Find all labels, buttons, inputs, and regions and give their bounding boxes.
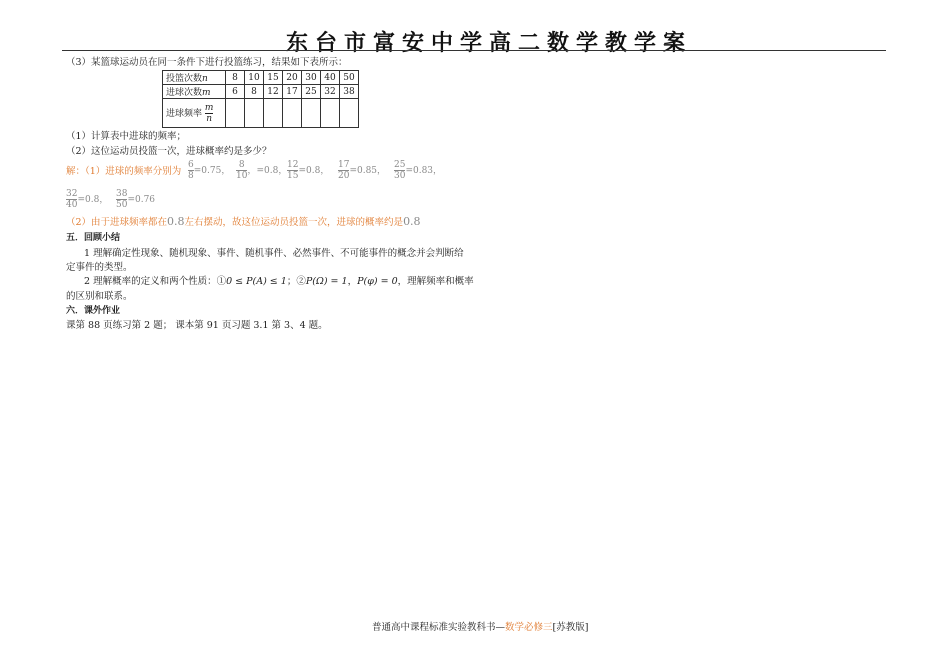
header-rule (62, 50, 886, 51)
table-row-goals (163, 85, 359, 99)
question-1: （1）计算表中进球的频率； (66, 131, 187, 142)
frequency-2: $\frac{8}{10}$ ，=0.8， (236, 160, 288, 181)
table-row-attempts (163, 71, 359, 85)
table-cell (283, 99, 302, 128)
table-cell (340, 99, 359, 128)
table-cell: 40 (321, 71, 340, 85)
frequency-6: $\frac{32}{40}$ =0.8， (66, 189, 109, 210)
frequency-3: $\frac{12}{15}$ =0.8， (287, 160, 330, 181)
frequency-5: $\frac{25}{30}$ =0.83， (394, 160, 443, 181)
review-p1-line2: 定事件的类型。 (66, 262, 133, 273)
table-cell: 17 (283, 85, 302, 99)
table-cell (226, 99, 245, 128)
review-p2-line1: 2 理解概率的定义和两个性质：①0 ≤ P(A) ≤ 1；②P(Ω) = 1，P(φ) = 0，理解频率和概率 (84, 276, 474, 287)
table-cell: 30 (302, 71, 321, 85)
data-table (162, 70, 359, 128)
table-cell: 8 (226, 71, 245, 85)
table-cell: 38 (340, 85, 359, 99)
table-cell (302, 99, 321, 128)
table-cell: 8 (245, 85, 264, 99)
fraction: $\frac{m}{n}$ (204, 102, 214, 124)
table-row-frequency (163, 99, 359, 128)
table-cell: 6 (226, 85, 245, 99)
page-header-title: 东台市富安中学高二数学教学案 (286, 30, 693, 56)
table-cell: 12 (264, 85, 283, 99)
solution-conclusion: （2）由于进球频率都在0.8左右摆动，故这位运动员投篮一次，进球的概率约是0.8 (66, 215, 421, 228)
question-2: （2）这位运动员投篮一次，进球概率约是多少？ (66, 146, 272, 157)
table-cell: 25 (302, 85, 321, 99)
problem-intro: （3）某篮球运动员在同一条件下进行投篮练习，结果如下表所示： (66, 57, 348, 68)
homework-text: 课第 88 页练习第 2 题； 课本第 91 页习题 3.1 第 3、4 题。 (66, 320, 328, 331)
table-cell (245, 99, 264, 128)
review-p1-line1: 1 理解确定性现象、随机现象、事件、随机事件、必然事件、不可能事件的概念并会判断给 (84, 248, 464, 259)
table-cell (321, 99, 340, 128)
table-cell (264, 99, 283, 128)
review-p2-line2: 的区别和联系。 (66, 291, 133, 302)
solution-prefix: 解：（1）进球的频率分别为 (66, 166, 182, 177)
frequency-1: $\frac{6}{8}$ =0.75， (188, 160, 231, 181)
homework-heading: 六．课外作业 (66, 306, 121, 316)
table-cell: 50 (340, 71, 359, 85)
table-cell: 20 (283, 71, 302, 85)
table-cell: 10 (245, 71, 264, 85)
frequency-4: $\frac{17}{20}$ =0.85， (338, 160, 387, 181)
frequency-7: $\frac{38}{50}$ =0.76 (116, 189, 156, 210)
table-cell: 15 (264, 71, 283, 85)
table-cell-label: 进球次数m (163, 85, 226, 99)
table-cell: 32 (321, 85, 340, 99)
review-heading: 五．回顾小结 (66, 233, 121, 243)
table-cell-label: 进球频率 $\frac{m}{n}$ (163, 99, 226, 128)
page-footer: 普通高中课程标准实验教科书—数学必修三[苏教版] (372, 622, 589, 633)
table-cell-label: 投篮次数n (163, 71, 226, 85)
